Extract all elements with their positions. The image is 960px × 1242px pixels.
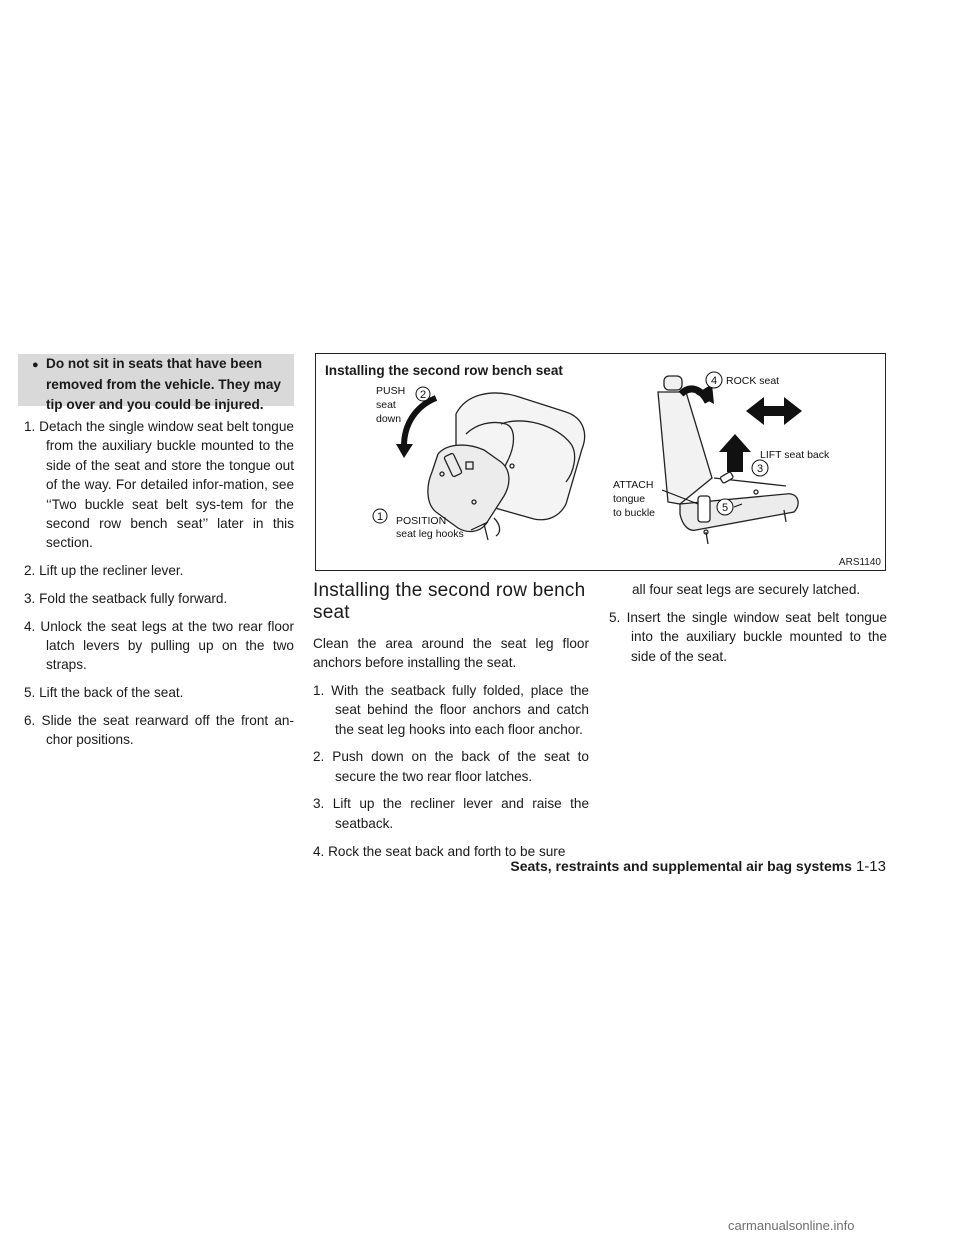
- folded-seat-drawing: [428, 393, 585, 540]
- attach-label: to buckle: [613, 507, 656, 519]
- push-label: seat: [376, 399, 396, 411]
- figure-title: Installing the second row bench seat: [325, 363, 563, 378]
- install-continued: [609, 580, 887, 666]
- install-section: [313, 580, 589, 869]
- push-label: down: [376, 413, 402, 425]
- list-item: 3. Lift up the recliner lever and raise the seatback.: [313, 796, 589, 831]
- list-item: 1. Detach the single window seat belt tongue from the auxiliary buckle mounted to the side of the seat and store the tongue out of the way. For detailed infor-mation, see ‘‘Two buckle seat belt sys-tem for the second row bench seat’’ later in this section.: [24, 419, 294, 551]
- page-footer: [454, 858, 886, 875]
- heading-line: Installing the second row bench: [313, 580, 586, 601]
- number-badge-2: [416, 387, 430, 401]
- list-item: 1. With the seatback fully folded, place the seat behind the floor anchors and catch the seat leg hooks into each floor anchor.: [313, 682, 589, 737]
- watermark: carmanualsonline.info: [728, 1218, 855, 1233]
- svg-text:2: 2: [420, 389, 427, 401]
- attach-label: ATTACH: [613, 479, 654, 491]
- seat-illustration: [316, 354, 885, 570]
- warning-line: ● Do not sit in seats that have been: [18, 354, 294, 375]
- svg-text:4: 4: [711, 375, 718, 387]
- warning-box: [18, 354, 294, 412]
- number-badge-1: [373, 509, 387, 523]
- footer-section-title: Seats, restraints and supplemental air bag systems: [510, 858, 852, 874]
- install-steps-list: [313, 681, 589, 861]
- lift-up-arrow-icon: [719, 434, 751, 472]
- warning-line: tip over and you could be injured.: [46, 396, 264, 412]
- svg-text:3: 3: [757, 463, 764, 475]
- list-item: 6. Slide the seat rearward off the front an-chor positions.: [24, 712, 294, 748]
- list-item: 3. Fold the seatback fully forward.: [24, 590, 228, 606]
- figure-code: ARS1140: [838, 557, 881, 568]
- page-number: 1-13: [855, 858, 886, 875]
- section-heading: [313, 580, 589, 624]
- rock-label: ROCK seat: [726, 375, 780, 387]
- list-item: 5. Insert the single window seat belt tongue into the auxiliary buckle mounted to the side of the seat.: [609, 609, 887, 664]
- list-item: 4. Unlock the seat legs at the two rear floor latch levers by pulling up on the two straps.: [24, 618, 294, 673]
- svg-text:5: 5: [722, 502, 729, 514]
- list-item: 4. Rock the seat back and forth to be sure: [313, 843, 566, 859]
- list-item: 2. Push down on the back of the seat to secure the two rear floor latches.: [313, 749, 589, 784]
- list-item: 2. Lift up the recliner lever.: [24, 563, 184, 579]
- push-arrow-head-icon: [396, 444, 413, 458]
- lift-label: LIFT seat back: [760, 449, 830, 461]
- bullet-icon: ●: [32, 359, 39, 371]
- push-label: PUSH: [376, 385, 406, 397]
- svg-text:1: 1: [377, 511, 384, 523]
- list-item: 5. Lift the back of the seat.: [24, 685, 184, 701]
- warning-line: removed from the vehicle. They may: [46, 377, 281, 393]
- install-steps-list-right: [609, 608, 887, 666]
- position-label: seat leg hooks: [396, 528, 464, 540]
- number-badge-5: [717, 499, 733, 515]
- heading-line: seat: [313, 602, 350, 623]
- installation-figure: [315, 353, 886, 571]
- continuation-text: all four seat legs are securely latched.: [632, 582, 861, 597]
- number-badge-4: [706, 372, 722, 388]
- attach-label: tongue: [613, 493, 646, 505]
- position-label: POSITION: [396, 515, 447, 527]
- rock-double-arrow-icon: [746, 397, 802, 425]
- push-arrow-icon: [404, 398, 436, 446]
- number-badge-3: [752, 460, 768, 476]
- intro-paragraph: Clean the area around the seat leg floor anchors before installing the seat.: [313, 636, 589, 671]
- removal-steps-list: [24, 417, 294, 758]
